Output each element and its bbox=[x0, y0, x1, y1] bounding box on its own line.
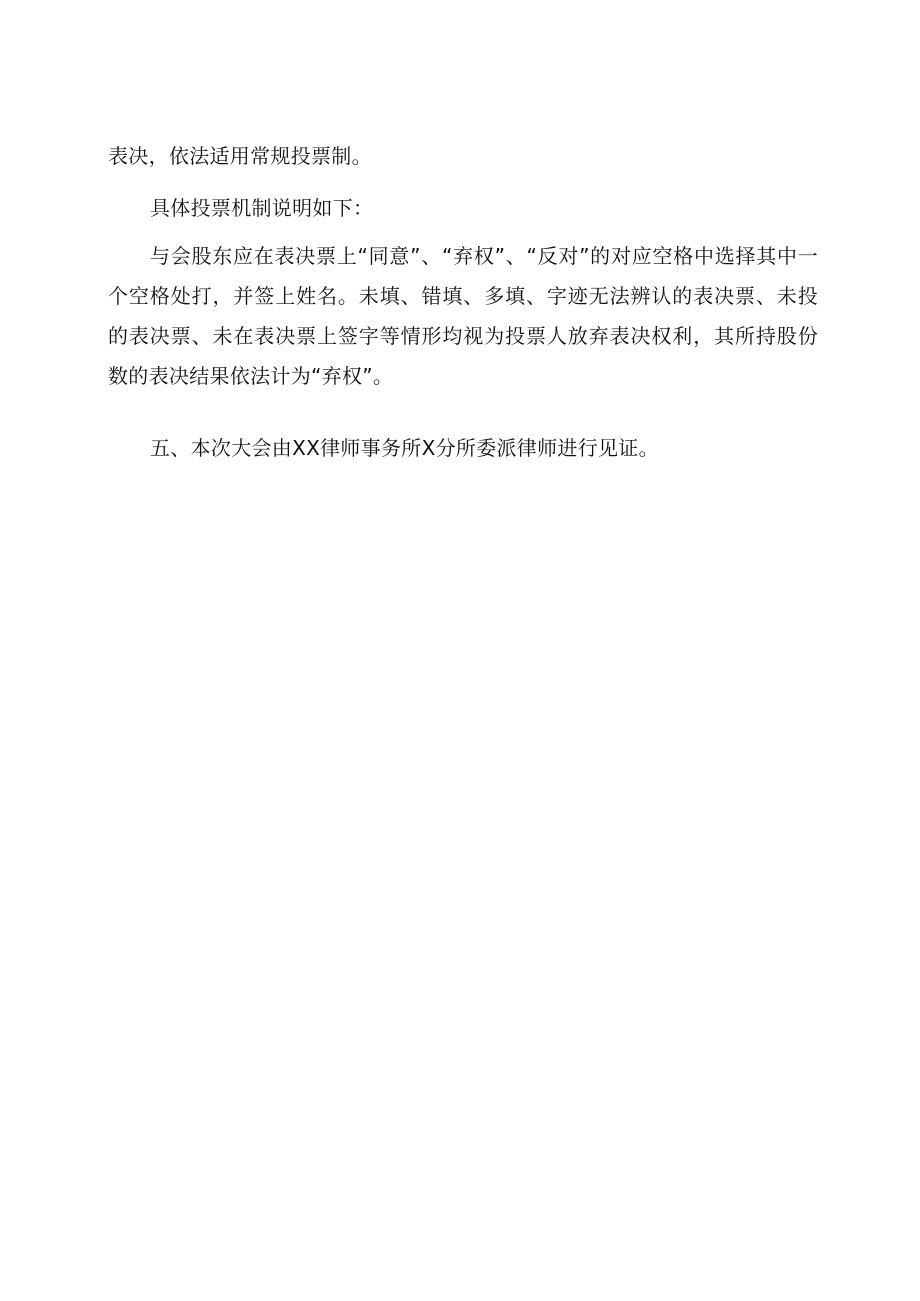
paragraph-lawyer-witness: 五、本次大会由XX律师事务所X分所委派律师进行见证。 bbox=[150, 436, 659, 460]
paragraph-mechanism-heading: 具体投票机制说明如下： bbox=[150, 196, 374, 220]
paragraph-voting-system: 表决，依法适用常规投票制。 bbox=[108, 144, 372, 168]
paragraph-voting-instructions: 与会股东应在表决票上“同意”、“弃权”、“反对”的对应空格中选择其中一个空格处打，并签上姓名。未填、错填、多填、字迹无法辨认的表决票、未投的表决票、未在表决票上签字等情形均视为投票人放弃表决权利，其所持股份数的表决结果依法计为“弃权”。 bbox=[108, 244, 818, 388]
